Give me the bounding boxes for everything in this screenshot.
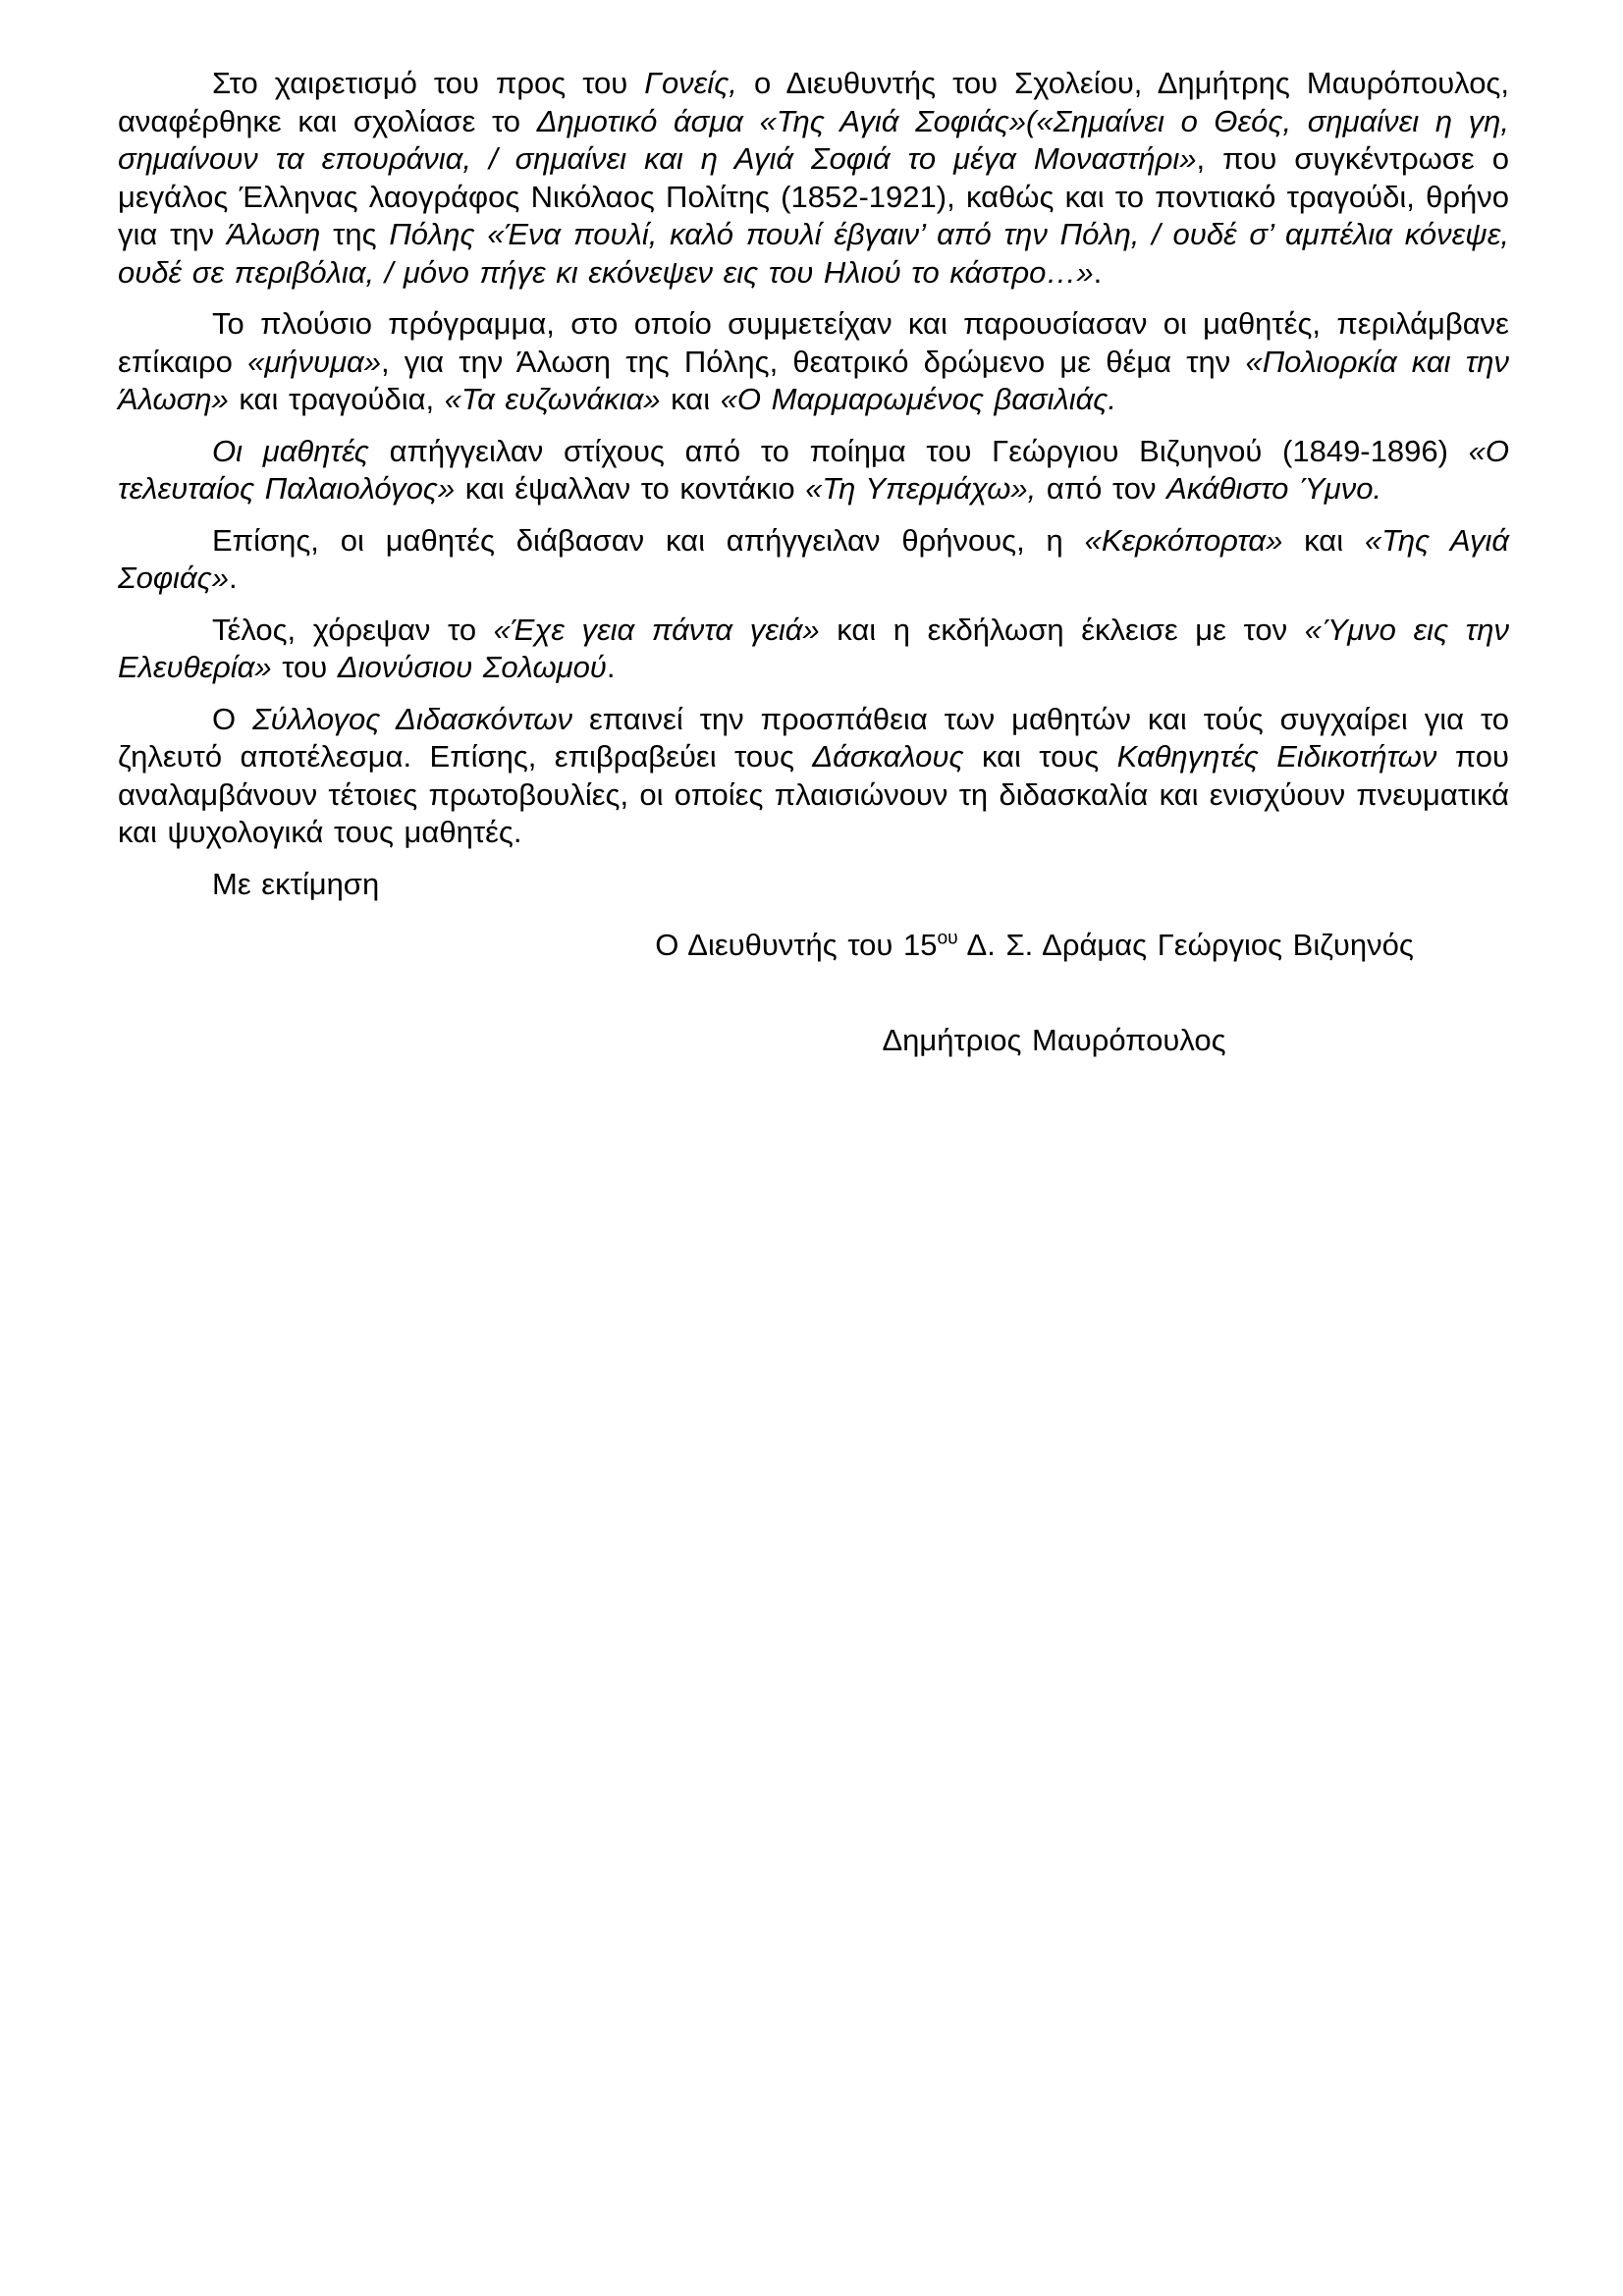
text-run: Ο [212, 701, 253, 736]
emphasized-text-run: Διονύσιου Σολωμού [337, 650, 607, 684]
document-body [118, 65, 1509, 1059]
text-run: του [271, 650, 338, 684]
text-run: της [320, 217, 390, 251]
signature-title-line [118, 927, 1509, 965]
text-run: που αναλαμβάνουν τέτοιες πρωτοβουλίες, οι οποίες πλαισιώνουν τη διδασκαλία και ενισχύουν πνευματικά και ψυχολογικά τους μαθητές. [118, 739, 1509, 849]
text-run: Με εκτίμηση [212, 866, 380, 901]
text-run: , που συγκέντρωσε ο μεγάλος Έλληνας λαογράφος Νικόλαος Πολίτης (1852-1921), καθώς και το ποντιακό τραγούδι, θρήνο για την [118, 141, 1509, 251]
emphasized-text-run: «Ο Μαρμαρωμένος βασιλιάς. [720, 382, 1116, 416]
emphasized-text-run: «Ο τελευταίος Παλαιολόγος» [118, 433, 1509, 506]
emphasized-text-run: Δημοτικό άσμα «Της Αγιά Σοφιάς»(«Σημαίνει ο Θεός, σημαίνει η γη, σημαίνουν τα επουράνια, / σημαίνει και η Αγιά Σοφιά το μέγα Μοναστήρι» [118, 103, 1509, 176]
text-run: και [660, 382, 721, 416]
emphasized-text-run: «Έχε γεια πάντα γειά» [493, 612, 820, 647]
teachers-association-paragraph [118, 701, 1509, 852]
text-run: ο Διευθυντής του Σχολείου, Δημήτρης Μαυρόπουλος, αναφέρθηκε και σχολίασε το [118, 66, 1509, 138]
emphasized-text-run: Οι μαθητές [212, 433, 369, 468]
emphasized-text-run: «Της Αγιά Σοφιάς» [118, 522, 1510, 595]
text-run: Επίσης, οι μαθητές διάβασαν και απήγγειλαν θρήνους, η [212, 522, 1085, 558]
text-run: . [228, 561, 238, 595]
text-run [475, 217, 488, 251]
emphasized-text-run: «Τη Υπερμάχω», [805, 471, 1037, 506]
text-run: επαινεί την προσπάθεια των μαθητών και τούς συγχαίρει για το ζηλευτό αποτέλεσμα. Επίσης, επιβραβεύει τους [118, 701, 1509, 774]
text-run: και τραγούδια, [228, 382, 445, 416]
emphasized-text-run: Δάσκαλους [812, 739, 964, 774]
dance-closing-paragraph [118, 612, 1509, 687]
poem-paragraph [118, 433, 1509, 508]
text-run: Δημήτριος Μαυρόπουλος [882, 1022, 1226, 1057]
text-run: . [606, 650, 616, 684]
emphasized-text-run: Γονείς, [644, 66, 737, 100]
text-run: από τον [1036, 471, 1167, 506]
text-run: και έψαλλαν το κοντάκιο [455, 471, 806, 506]
greeting-paragraph [118, 65, 1509, 292]
text-run: Δ. Σ. Δράμας Γεώργιος Βιζυηνός [957, 928, 1414, 962]
laments-paragraph [118, 522, 1509, 598]
text-run: και η εκδήλωση έκλεισε με τον [819, 612, 1305, 647]
emphasized-text-run: «Πολιορκία και την Άλωση» [118, 344, 1509, 416]
emphasized-text-run: Πόλης [389, 217, 475, 251]
text-run: , για την Άλωση της Πόλης, θεατρικό δρώμενο με θέμα την [380, 344, 1246, 379]
closing-salutation [118, 866, 1509, 904]
text-run: απήγγειλαν στίχους από το ποίημα του Γεώργιου Βιζυηνού (1849-1896) [368, 433, 1469, 468]
text-run: Στο χαιρετισμό του προς του [212, 66, 645, 100]
ordinal-superscript: ου [937, 928, 958, 949]
emphasized-text-run: «Ύμνο εις την Ελευθερία» [118, 612, 1509, 684]
emphasized-text-run: «μήνυμα» [247, 344, 381, 379]
emphasized-text-run: Σύλλογος Διδασκόντων [252, 701, 573, 736]
text-run: . [1093, 254, 1103, 290]
signature-name-line [118, 1022, 1509, 1060]
text-run: και [1282, 522, 1365, 558]
emphasized-text-run: Άλωση [226, 217, 321, 251]
emphasized-text-run: Καθηγητές Ειδικοτήτων [1116, 739, 1437, 774]
program-paragraph [118, 305, 1509, 419]
emphasized-text-run: «Ένα πουλί, καλό πουλί έβγαιν’ από την Πόλη, / ουδέ σ’ αμπέλια κόνεψε, ουδέ σε περιβόλια, / μόνο πήγε κι εκόνεψεν εις του Ηλιού το κάστρο…» [118, 217, 1509, 290]
emphasized-text-run: «Τα ευζωνάκια» [444, 382, 661, 416]
emphasized-text-run: «Κερκόπορτα» [1084, 522, 1283, 558]
emphasized-text-run: Ακάθιστο Ύμνο. [1166, 471, 1382, 506]
text-run: και τους [963, 739, 1117, 774]
text-run: Το πλούσιο πρόγραμμα, στο οποίο συμμετείχαν και παρουσίασαν οι μαθητές, περιλάμβανε επίκαιρο [118, 306, 1509, 379]
text-run: Τέλος, χόρεψαν το [212, 612, 494, 647]
text-run: Ο Διευθυντής του 15 [655, 928, 938, 962]
